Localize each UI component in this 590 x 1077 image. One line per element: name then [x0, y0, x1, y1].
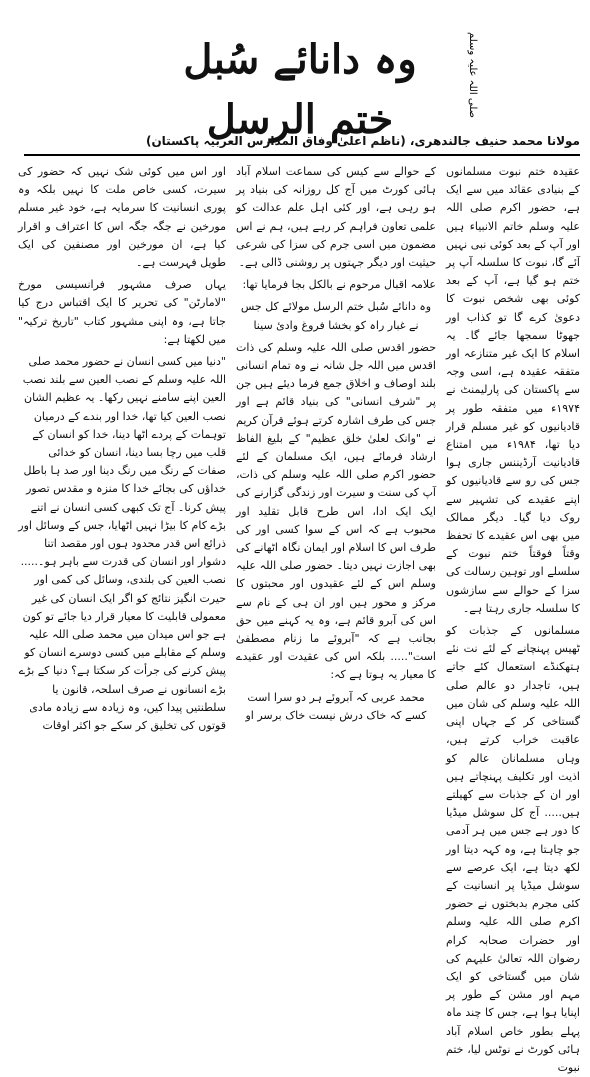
paragraph: کے حوالے سے کیس کی سماعت اسلام آباد ہائی کورٹ میں آج کل روزانہ کی بنیاد پر ہو رہی ہے، اور کئی اہل علم عدالت کو علمی تعاون فراہم کر رہے ہیں، ہم نے اس مضمون میں اسی جرم کی سزا کی شرعی حیثیت اور دیگر جہتوں پر روشنی ڈالی ہے۔	[236, 165, 436, 270]
column-right	[446, 163, 580, 1074]
paragraph: علامہ اقبال مرحوم نے بالکل بجا فرمایا تھا:	[242, 278, 436, 292]
honorific-mark: صلی اللہ علیہ وسلم	[467, 32, 478, 118]
paragraph: اور اس میں کوئی شک نہیں کہ حضور کی سیرت، کسی خاص ملت کا نہیں بلکہ وہ پوری انسانیت کا سرمایہ ہے، خود غیر مسلم مورخین نے جگہ جگہ اس کا اعتراف و اقرار کیا ہے، ان مورخین اور مصنفین کی ایک طویل فہرست ہے۔	[18, 165, 226, 270]
headline-block	[150, 30, 478, 143]
column-middle	[236, 163, 436, 803]
paragraph: مسلمانوں کے جذبات کو ٹھیس پہنچانے کے لئے نت نئے ہتھکنڈے استعمال کئے جاتے ہیں، تاجدار دو عالم صلی اللہ علیہ وسلم کی شان میں گستاخی کر کے جہاں اپنی عاقبت خراب کرتے ہیں، وہاں مسلمانان عالم کو اذیت اور تکلیف پہنچاتے ہیں اور ان کے جذبات سے کھیلتے ہیں..... آج کل سوشل میڈیا کا دور ہے جس میں ہر آدمی جو چاہتا ہے، وہ کہہ دیتا اور لکھ دیتا ہے، ایک عرصے سے سوشل میڈیا پر انسانیت کے کئی مجرم بدبختوں نے حضور اکرم صلی اللہ علیہ وسلم اور حضرات صحابہ کرام رضوان اللہ تعالیٰ علیہم کی شان میں گستاخی کو ایک مہم اور مشن کے طور پر اپنایا ہوا ہے، جس کا چند ماہ پہلے بطور خاص اسلام آباد ہائی کورٹ نے نوٹس لیا، ختم نبوت	[446, 624, 580, 1074]
poetry-verse: محمد عربی کہ آبروئے ہر دو سرا است کسے کہ خاک درش نیست خاک برسر او	[245, 690, 427, 722]
paragraph: یہاں صرف مشہور فرانسیسی مورخ "لامارٹن" کی تحریر کا ایک اقتباس درج کیا جاتا ہے، وہ اپنی مشہور کتاب "تاریخ ترکیہ" میں لکھتا ہے:	[18, 278, 226, 346]
block-quote: "دنیا میں کسی انسان نے حضور محمد صلی اللہ علیہ وسلم کے نصب العین سے بلند نصب العین اپنے سامنے نہیں رکھا۔ یہ عظیم الشان نصب العین کیا تھا، خدا اور بندے کے درمیان توہمات کے پردے اٹھا دینا، خدا کو انسان کے قلب میں رچا بسا دینا، انسان کو خدائی صفات کے رنگ میں رنگ دینا اور صد ہا باطل خداؤں کی بجائے خدا کا منزہ و مقدس تصور پیش کرنا۔ آج تک کبھی کسی انسان نے اتنے بڑے کام کا بیڑا نہیں اٹھایا، جس کے وسائل اور ذرائع اس قدر محدود ہوں اور مقصد اتنا دشوار اور انسان کی قدرت سے باہر ہو۔..... نصب العین کی بلندی، وسائل کی کمی اور حیرت انگیز نتائج کو اگر ایک انسان کی غیر معمولی قابلیت کا معیار قرار دیا جائے تو کون ہے جو اس میدان میں محمد صلی اللہ علیہ وسلم کے مقابلے میں کسی دوسرے انسان کو پیش کرنے کی جرأت کر سکتا ہے؟ دنیا کے بڑے بڑے انسانوں نے صرف اسلحہ، قانون یا سلطنتیں پیدا کیں، وہ زیادہ سے زیادہ مادی قوتوں کی تخلیق کر سکے جو اکثر اوقات	[18, 355, 226, 733]
header-divider	[24, 154, 580, 156]
poetry-verse: وہ دانائے سُبل ختم الرسل مولائے کل جس نے غبار راہ کو بخشا فروغ وادیٔ سینا	[240, 300, 432, 332]
paragraph: عقیدہ ختم نبوت مسلمانوں کے بنیادی عقائد میں سے ایک ہے، حضور اکرم صلی اللہ علیہ وسلم خاتم الانبیاء ہیں اور آپ کے بعد کوئی نبی نہیں آئے گا، نبوت کا سلسلہ آپ پر ختم ہو گیا ہے، آپ کے بعد کوئی بھی شخص نبوت کا دعویٰ کرے گا تو کذاب اور جھوٹا سمجھا جائے گا۔ یہ اسلام کا ایک غیر متنازعہ اور متفقہ عقیدہ ہے، اسی وجہ سے پاکستان کی پارلیمنٹ نے ۱۹۷۴ء میں متفقہ طور پر قادیانیوں کو غیر مسلم قرار دیا تھا، ۱۹۸۴ء میں امتناع قادیانیت آرڈیننس جاری ہوا جس کی رو سے قادیانیوں کو اپنے عقیدے کی تشہیر سے روک دیا گیا۔ دیگر ممالک میں بھی اس عقیدے کا تحفظ وقتاً فوقتاً ختم نبوت کے سلسلے اور توہین رسالت کی سزا کے حوالے سے سازشوں کا سلسلہ جاری رہتا ہے۔	[446, 165, 580, 615]
paragraph: حضور اقدس صلی اللہ علیہ وسلم کی ذات اقدس میں اللہ جل شانہ نے وہ تمام انسانی بلند اوصاف و اخلاق جمع فرما دیئے ہیں جن پر "شرف انسانی" کی بنیاد قائم ہے اور جس کی طرف اشارہ کرتے ہوئے قرآن کریم نے "وانک لعلیٰ خلق عظیم" کے بلیغ الفاظ ارشاد فرمائے ہیں، ایک مسلمان کے لئے حضور اکرم صلی اللہ علیہ وسلم کی ذات، آپ کی سنت و سیرت اور زندگی گزارنے کی ایک ایک ادا، اس طرح قابل تقلید اور محبوب ہے کہ اس کے سوا کسی اور کی طرف اس کا اسلام اور ایمان نگاہ اٹھانے کی بھی اجازت نہیں دیتا۔ حضور صلی اللہ علیہ وسلم اس کے لئے عقیدوں اور محبتوں کا مرکز و محور ہیں اور ان ہی کے نام سے اس کی آبرو قائم ہے، وہ یہ کہنے میں حق بجانب ہے کہ "آبروئے ما زنام مصطفیٰ است"..... بلکہ اس کی عقیدت اور عقیدے کا معیار یہ ہوتا ہے کہ:	[236, 340, 436, 682]
column-left	[18, 163, 226, 803]
author-byline: مولانا محمد حنیف جالندھری، (ناظم اعلیٰ وفاق المدارس العربیہ پاکستان)	[145, 134, 580, 148]
article-title: وہ دانائے سُبل ختم الرسل	[183, 36, 417, 143]
